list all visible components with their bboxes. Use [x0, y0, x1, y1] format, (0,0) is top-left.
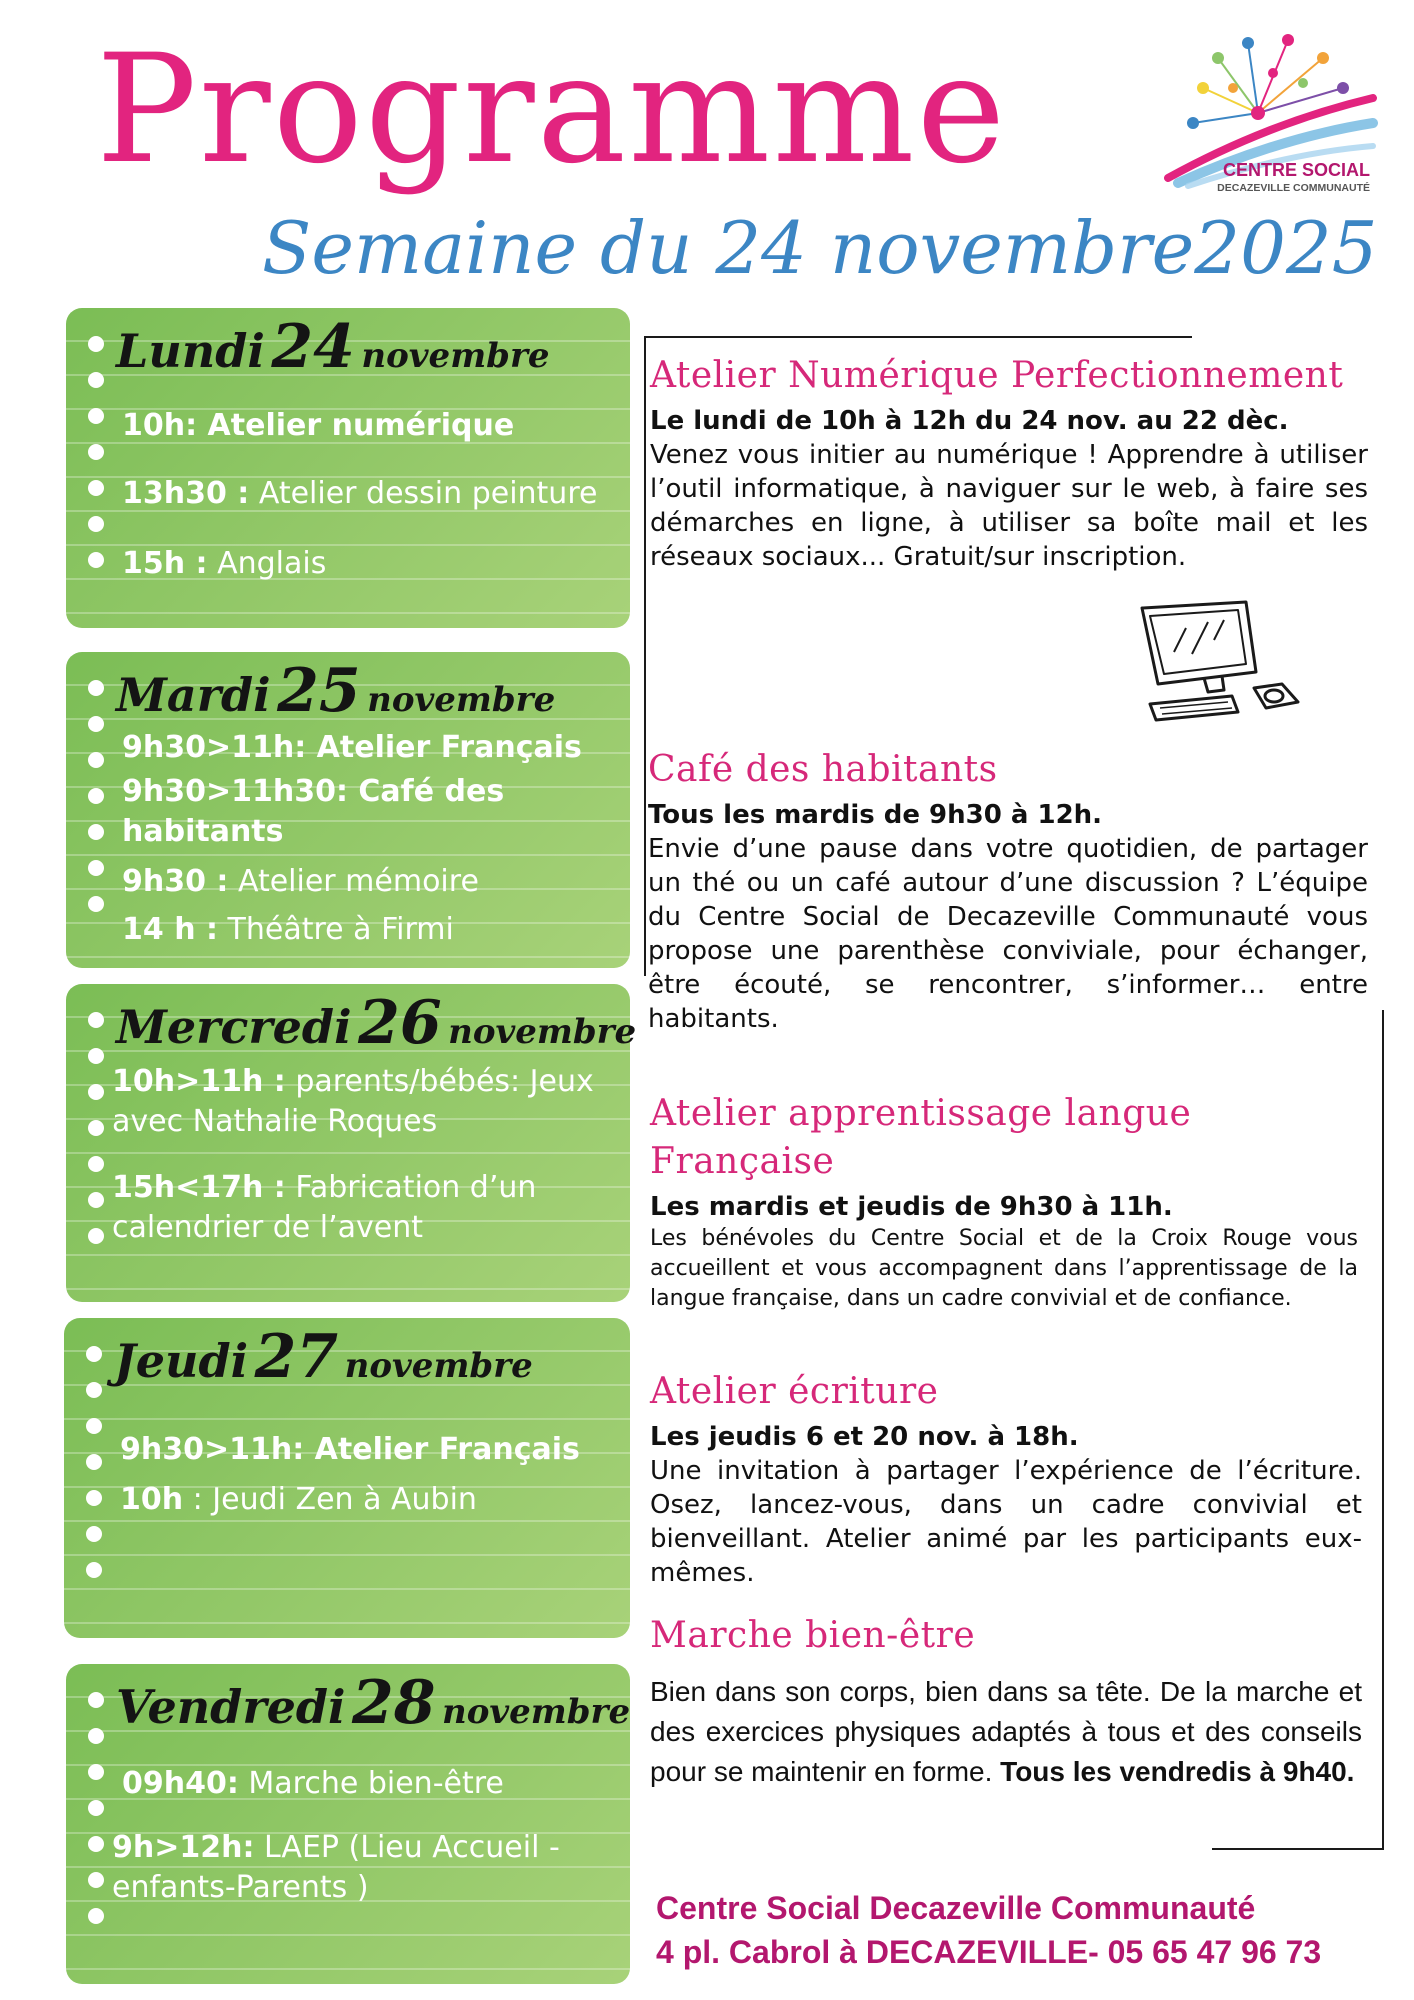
day-heading: Mardi 25 novembre: [116, 656, 556, 726]
logo-line-2: DECAZEVILLE COMMUNAUTÉ: [1217, 182, 1370, 194]
section-title: Marche bien-être: [650, 1615, 976, 1656]
section-atelier-ecriture: [650, 1368, 1362, 1590]
page-subtitle: Semaine du 24 novembre2025: [262, 206, 1378, 290]
frame-line-right: [1382, 1010, 1384, 1850]
day-heading: Jeudi 27 novembre: [114, 1322, 533, 1392]
section-lead: Les jeudis 6 et 20 nov. à 18h.: [650, 1422, 1079, 1452]
notebook-dots: [88, 336, 104, 588]
section-title: Atelier écriture: [650, 1371, 939, 1412]
section-text: Bien dans son corps, bien dans sa tête. De la marche et des exercices physiques adaptés à tous et des conseils pour se maintenir en forme. Tous les vendredis à 9h40.: [650, 1676, 1362, 1787]
day-card-mardi: [66, 652, 630, 968]
schedule-item: 14 h : Théâtre à Firmi: [122, 912, 454, 947]
section-langue-francaise: [650, 1090, 1358, 1314]
day-card-jeudi: [64, 1318, 630, 1638]
day-heading: Mercredi 26 novembre: [116, 988, 637, 1058]
day-card-vendredi: [66, 1664, 630, 1984]
schedule-item: 15h<17h : Fabrication d’un calendrier de l’avent: [112, 1170, 537, 1245]
footer-line-2: 4 pl. Cabrol à DECAZEVILLE- 05 65 47 96 73: [656, 1934, 1322, 1970]
section-text: Venez vous initier au numérique ! Apprendre à utiliser l’outil informatique, à naviguer sur le web, à faire ses démarches en ligne, à utiliser sa boîte mail et les réseaux sociaux... Gratuit/sur inscription.: [650, 440, 1368, 572]
section-title: Atelier Numérique Perfectionnement: [650, 355, 1344, 396]
day-heading: Lundi 24 novembre: [116, 312, 550, 382]
frame-line-top: [644, 336, 1192, 338]
schedule-item: 10h>11h : parents/bébés: Jeux avec Nathalie Roques: [112, 1064, 594, 1139]
notebook-dots: [88, 680, 104, 932]
section-cafe-habitants: [648, 746, 1368, 1036]
section-lead: Les mardis et jeudis de 9h30 à 11h.: [650, 1192, 1173, 1222]
schedule-item: 9h30 : Atelier mémoire: [122, 864, 479, 899]
schedule-item: 9h30>11h: Atelier Français: [122, 730, 582, 765]
footer-address: [656, 1886, 1321, 1974]
page-title: Programme: [96, 23, 1008, 197]
footer-line-1: Centre Social Decazeville Communauté: [656, 1890, 1256, 1926]
schedule-item: 09h40: Marche bien-être: [122, 1766, 504, 1801]
section-title: Atelier apprentissage langue Française: [650, 1093, 1192, 1182]
section-text: Envie d’une pause dans votre quotidien, de partager un thé ou un café autour d’une discussion ? L’équipe du Centre Social de Decazeville Communauté vous propose une parenthèse conviviale, pour échanger, être écouté, se rencontrer, s’informer… entre habitants.: [648, 834, 1368, 1034]
schedule-item: 9h30>11h: Atelier Français: [120, 1432, 580, 1467]
day-heading: Vendredi 28 novembre: [116, 1668, 631, 1738]
schedule-item: 10h : Jeudi Zen à Aubin: [120, 1482, 477, 1517]
frame-line-left: [644, 336, 646, 976]
section-title: Café des habitants: [648, 749, 998, 790]
day-card-lundi: [66, 308, 630, 628]
schedule-item: 9h>12h: LAEP (Lieu Accueil - enfants-Parents ): [112, 1830, 560, 1905]
day-card-mercredi: [66, 984, 637, 1302]
computer-icon: [1136, 600, 1306, 740]
schedule-item: 13h30 : Atelier dessin peinture: [122, 476, 598, 511]
schedule-item: 15h : Anglais: [122, 546, 327, 581]
section-text: Une invitation à partager l’expérience de l’écriture. Osez, lancez-vous, dans un cadre convivial et bienveillant. Atelier animé par les participants eux-mêmes.: [650, 1456, 1362, 1588]
schedule-item: 9h30>11h30: Café des habitants: [122, 774, 505, 849]
section-atelier-numerique: [650, 352, 1368, 574]
logo-line-1: CENTRE SOCIAL: [1222, 160, 1370, 180]
notebook-dots: [86, 1346, 102, 1598]
section-lead: Tous les mardis de 9h30 à 12h.: [648, 800, 1103, 830]
section-lead: Le lundi de 10h à 12h du 24 nov. au 22 dèc.: [650, 406, 1289, 436]
section-text: Les bénévoles du Centre Social et de la Croix Rouge vous accueillent et vous accompagnent dans l’apprentissage de la langue française, dans un cadre convivial et de confiance.: [650, 1226, 1358, 1311]
section-marche-bien-etre: [650, 1612, 1362, 1792]
notebook-dots: [88, 1692, 104, 1944]
frame-line-bottom: [1212, 1848, 1384, 1850]
schedule-item: 10h: Atelier numérique: [122, 408, 515, 443]
notebook-dots: [88, 1012, 104, 1264]
section-lead: Tous les vendredis à 9h40.: [1000, 1756, 1355, 1787]
